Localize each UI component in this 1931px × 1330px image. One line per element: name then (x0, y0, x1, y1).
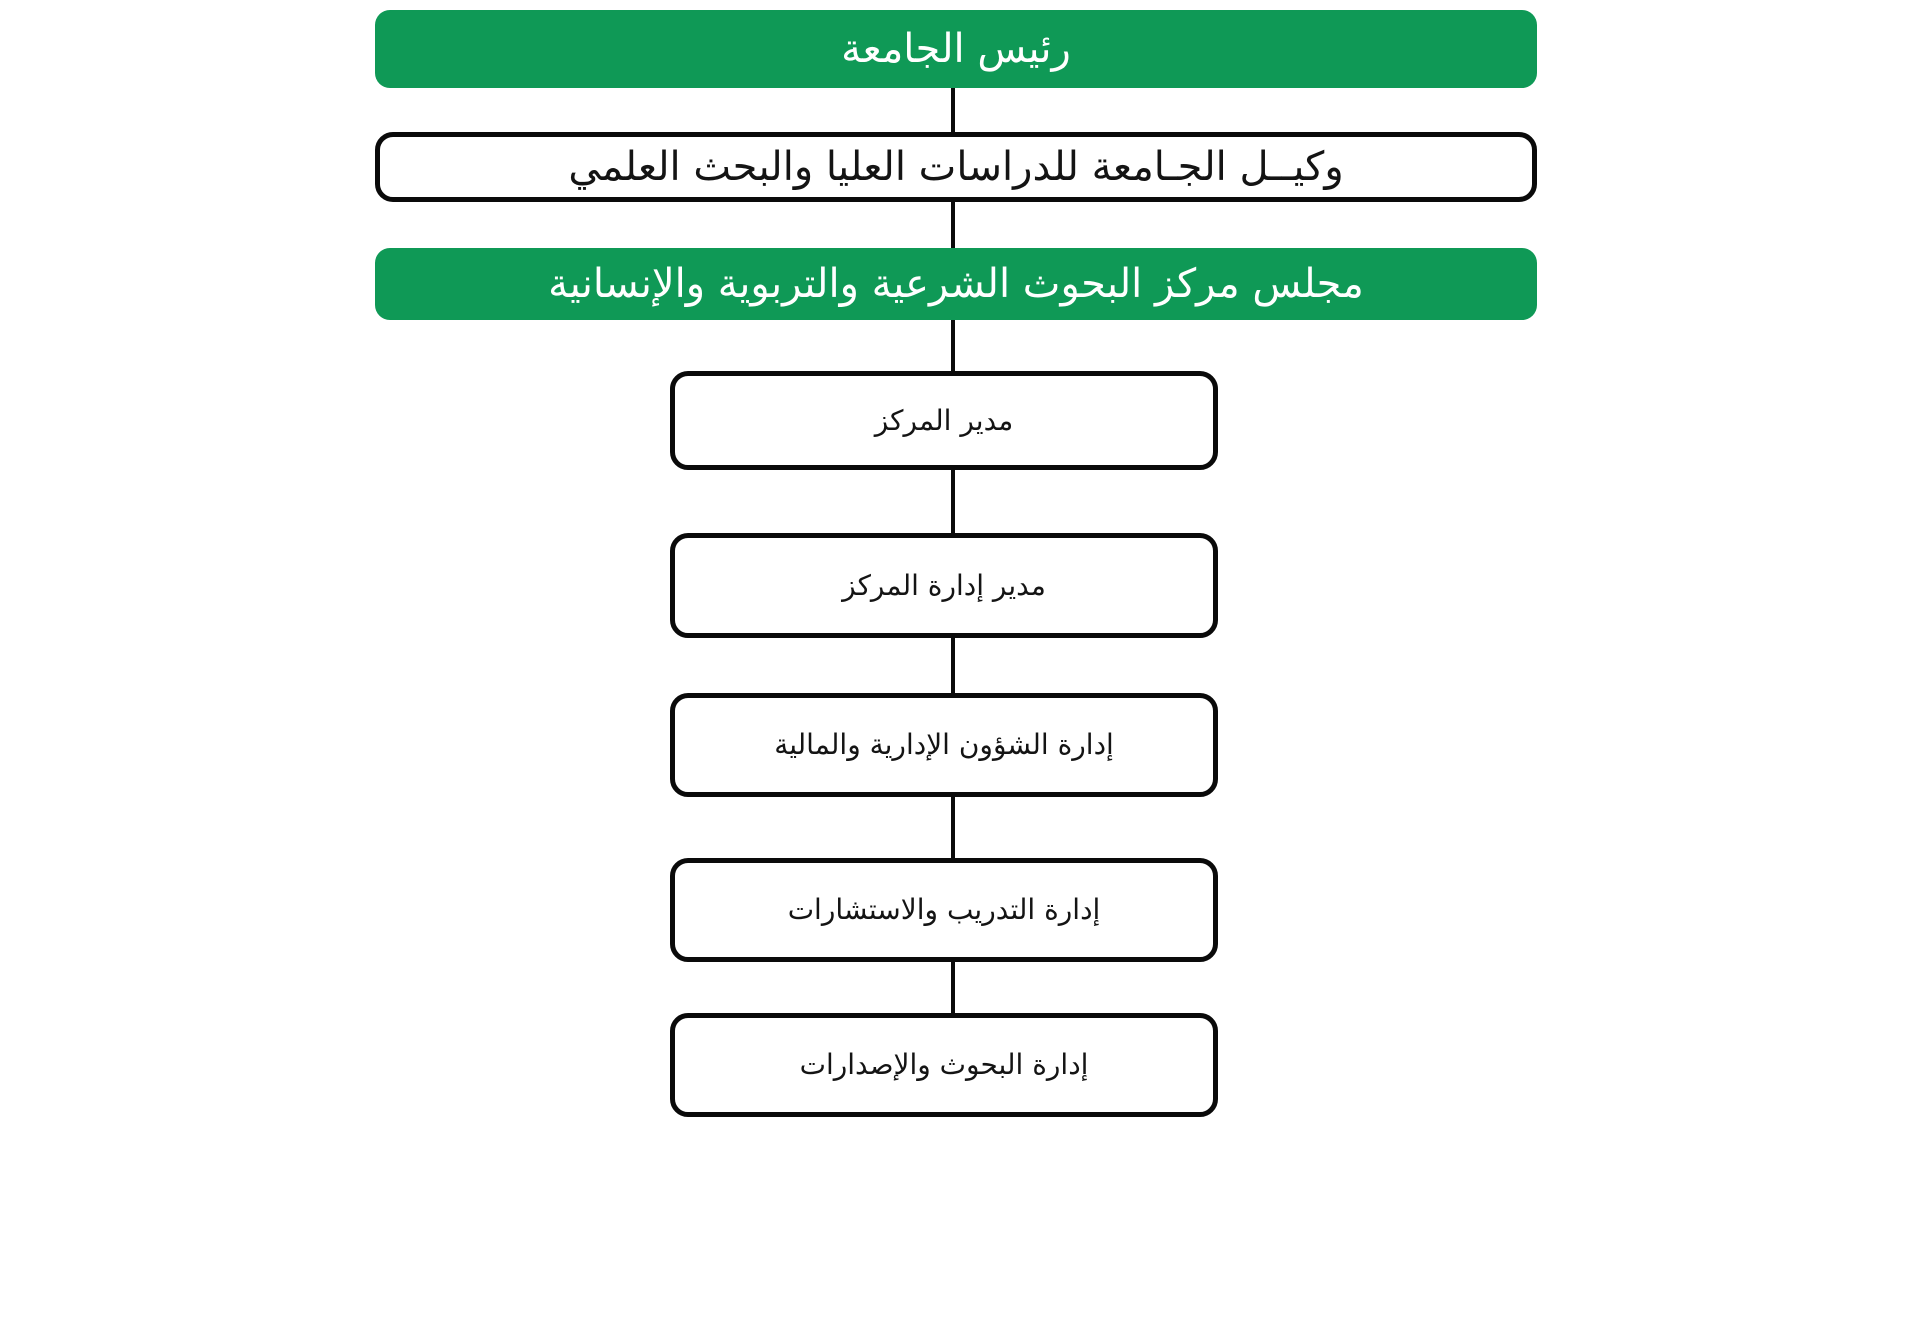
connector-president-to-vice-president (951, 88, 955, 132)
node-research-publications-department (670, 1013, 1218, 1117)
connector-center-director-to-administration-director (951, 470, 955, 533)
node-center-administration-director (670, 533, 1218, 638)
node-university-president-label: رئيس الجامعة (841, 26, 1071, 72)
node-research-center-council (375, 248, 1537, 320)
node-research-publications-label: إدارة البحوث والإصدارات (799, 1048, 1089, 1082)
node-training-consulting-department (670, 858, 1218, 962)
node-center-administration-director-label: مدير إدارة المركز (842, 568, 1046, 602)
node-vice-president-graduate-studies-research (375, 132, 1537, 202)
connector-vice-president-to-council (951, 202, 955, 248)
node-center-director-label: مدير المركز (874, 403, 1014, 437)
node-university-president (375, 10, 1537, 88)
connector-admin-financial-to-training-consulting (951, 797, 955, 858)
node-administrative-financial-affairs-label: إدارة الشؤون الإدارية والمالية (774, 728, 1114, 762)
node-research-center-council-label: مجلس مركز البحوث الشرعية والتربوية والإنسانية (548, 261, 1364, 307)
node-center-director (670, 371, 1218, 470)
connector-administration-director-to-admin-financial (951, 638, 955, 693)
node-administrative-financial-affairs-department (670, 693, 1218, 797)
node-vice-president-label: وكيــل الجـامعة للدراسات العليا والبحث العلمي (568, 144, 1344, 190)
connector-council-to-center-director (951, 320, 955, 371)
node-training-consulting-label: إدارة التدريب والاستشارات (787, 893, 1101, 927)
connector-training-consulting-to-research-publications (951, 962, 955, 1013)
